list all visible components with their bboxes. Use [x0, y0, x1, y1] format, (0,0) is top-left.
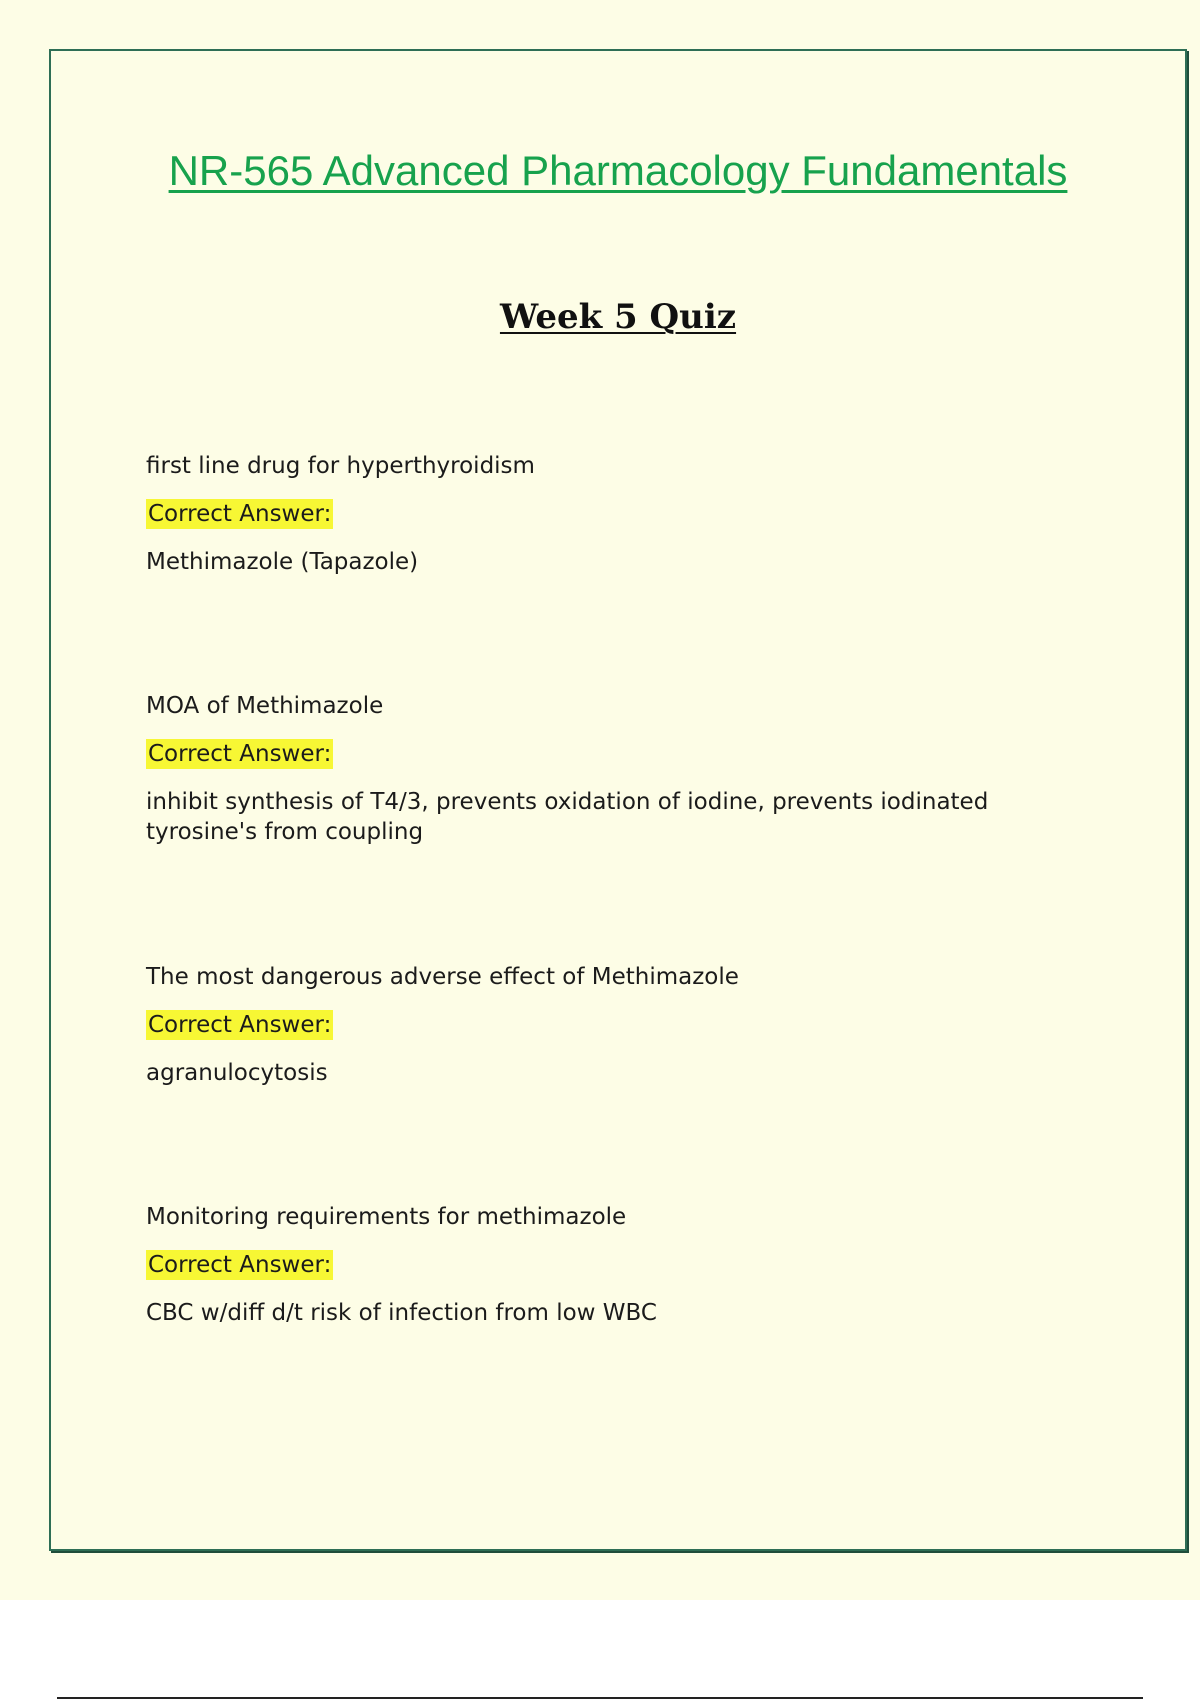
- quiz-title: Week 5 Quiz: [499, 297, 737, 337]
- question-item-2: [146, 691, 1106, 847]
- correct-answer-label: Correct Answer:: [148, 1252, 332, 1278]
- answer-text: agranulocytosis: [146, 1060, 328, 1086]
- question-text: MOA of Methimazole: [146, 693, 384, 719]
- answer-text: inhibit synthesis of T4/3, prevents oxidation of iodine, prevents iodinated tyrosine's from coupling: [146, 789, 989, 845]
- document-title: NR-565 Advanced Pharmacology Fundamentals: [168, 147, 1068, 194]
- question-text: The most dangerous adverse effect of Methimazole: [146, 964, 739, 990]
- question-item-4: [146, 1202, 1106, 1328]
- answer-text: Methimazole (Tapazole): [146, 549, 419, 575]
- answer-text: CBC w/diff d/t risk of infection from low WBC: [146, 1300, 657, 1326]
- question-text: first line drug for hyperthyroidism: [146, 453, 535, 479]
- question-text: Monitoring requirements for methimazole: [146, 1204, 627, 1230]
- document-frame: [49, 49, 1187, 1551]
- question-item-1: [146, 451, 1106, 577]
- correct-answer-label: Correct Answer:: [148, 1012, 332, 1038]
- footer-divider: [57, 1697, 1143, 1699]
- correct-answer-label: Correct Answer:: [148, 741, 332, 767]
- correct-answer-label: Correct Answer:: [148, 501, 332, 527]
- question-item-3: [146, 962, 1106, 1088]
